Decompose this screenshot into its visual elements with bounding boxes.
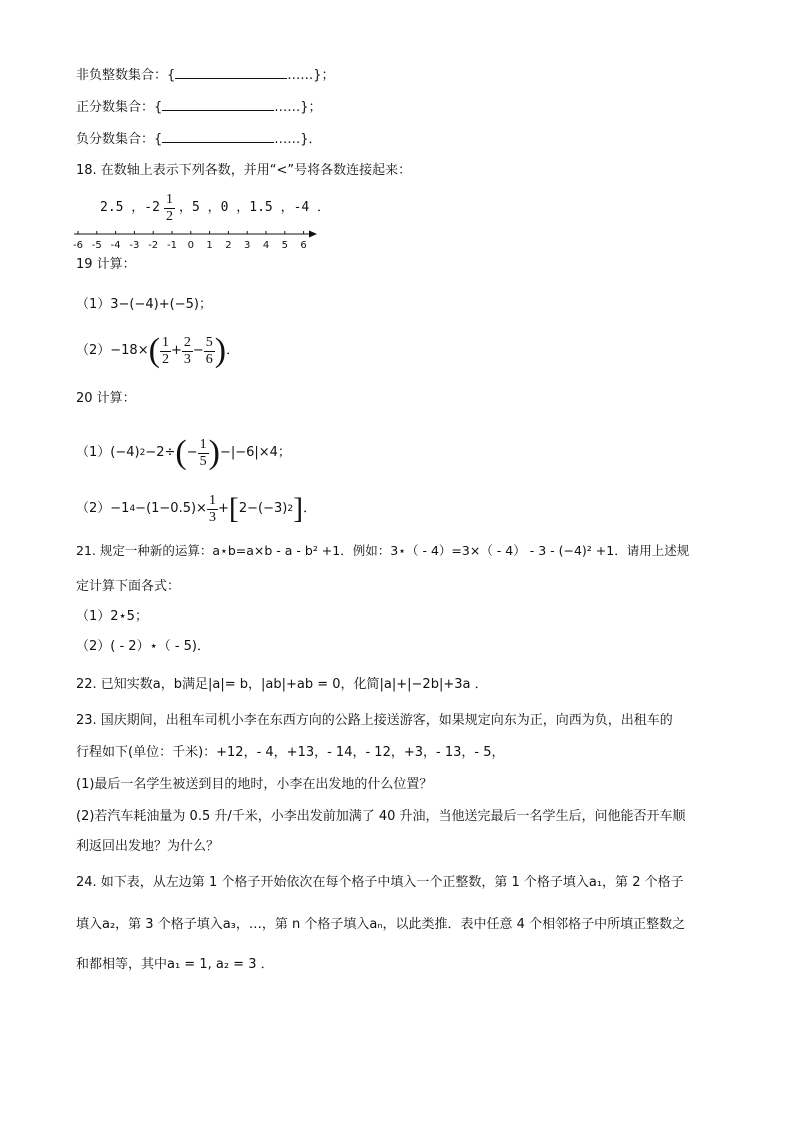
exponent: 2 <box>139 448 146 458</box>
q21-part1: （1）2⋆5； <box>76 609 148 624</box>
fraction: $\frac{1}{5}$ <box>199 436 207 469</box>
q23-line1: 23. 国庆期间，出租车司机小李在东西方向的公路上接送游客，如果规定向东为正，向西为负，出租车的 <box>76 713 673 728</box>
nonneg-int-label: 非负整数集合：{ <box>76 68 176 83</box>
number-line-label: 3 <box>244 240 251 251</box>
q23-line3: (1)最后一名学生被送到目的地时，小李在出发地的什么位置？ <box>76 777 433 792</box>
plus-sign: + <box>217 501 229 516</box>
q20-p2-inner: 2−(−3) <box>238 501 288 516</box>
q18-numbers <box>100 190 330 226</box>
q19-title: 19 计算： <box>76 257 136 272</box>
number-line-label: 6 <box>300 240 307 251</box>
right-paren: ) <box>214 332 227 369</box>
q18-fraction: $\frac{1}{2}$ <box>165 191 173 224</box>
nonneg-int-set-line <box>76 66 335 85</box>
q23-line2: 行程如下(单位：千米)：+12，- 4，+13，- 14，- 12，+3，- 13，- 5， <box>76 745 505 760</box>
left-paren: ( <box>175 434 187 471</box>
q21-line2: 定计算下面各式： <box>76 579 181 594</box>
q23-line4: (2)若汽车耗油量为 0.5 升/千米，小李出发前加满了 40 升油，当他送完最后一名学生后，问他能否开车顺 <box>76 809 686 824</box>
number-line-label: -3 <box>129 240 140 251</box>
exponent: 2 <box>287 504 294 514</box>
right-bracket: ] <box>293 492 304 525</box>
fraction: $\frac{1}{3}$ <box>208 492 216 525</box>
q24-line1: 24. 如下表，从左边第 1 个格子开始依次在每个格子中填入一个正整数，第 1 个格子填入a₁，第 2 个格子 <box>76 875 684 890</box>
q18-numbers-b: ，5 ，0 ，1.5 ，-4 ． <box>178 200 331 215</box>
pos-frac-blank[interactable] <box>162 98 274 111</box>
set-dots: ……}； <box>274 100 322 115</box>
q18-numbers-a: 2.5 ，-2 <box>100 200 160 215</box>
q21-line1: 21. 规定一种新的运算：a⋆b=a×b - a - b² +1．例如：3⋆（ - 4）=3×（ - 4） - 3 - (−4)² +1．请用上述规 <box>76 543 690 558</box>
q24-line2: 填入a₂，第 3 个格子填入a₃，…，第 n 个格子填入aₙ，以此类推．表中任意 4 个相邻格子中所填正整数之 <box>76 917 686 932</box>
number-line[interactable] <box>72 226 322 252</box>
end-dot: ． <box>226 343 240 358</box>
pos-frac-label: 正分数集合：{ <box>76 100 163 115</box>
minus-sign: − <box>186 445 198 460</box>
neg-frac-blank[interactable] <box>162 130 274 143</box>
neg-frac-set-line <box>76 130 322 149</box>
q20-p1-prefix: （1）(−4) <box>76 445 140 460</box>
right-paren: ) <box>208 434 220 471</box>
number-line-svg <box>72 226 322 252</box>
end-dot: ． <box>303 501 317 516</box>
number-line-label: -4 <box>110 240 121 251</box>
q19-p2-prefix: （2）−18× <box>76 343 149 358</box>
number-line-label: -5 <box>91 240 102 251</box>
q20-part1 <box>76 432 291 474</box>
fraction: $\frac{2}{3}$ <box>183 334 191 367</box>
q19-part2 <box>76 330 239 372</box>
neg-frac-label: 负分数集合：{ <box>76 132 163 147</box>
q20-p2-mid: −(1−0.5)× <box>135 501 207 516</box>
q20-part2 <box>76 488 316 530</box>
minus-sign: − <box>192 343 204 358</box>
number-line-arrow <box>309 231 317 238</box>
number-line-label: 4 <box>262 240 270 251</box>
nonneg-int-blank[interactable] <box>175 66 287 79</box>
q24-line3: 和都相等，其中a₁ = 1, a₂ = 3 ． <box>76 957 274 972</box>
number-line-label: 0 <box>187 240 194 251</box>
pos-frac-set-line <box>76 98 322 117</box>
number-line-label: -6 <box>73 240 83 251</box>
fraction: $\frac{5}{6}$ <box>205 334 213 367</box>
q19-part1: （1）3−(−4)+(−5)； <box>76 297 212 312</box>
number-line-label: -1 <box>167 240 177 251</box>
number-line-label: 1 <box>206 240 213 251</box>
fraction: $\frac{1}{2}$ <box>161 334 169 367</box>
q21-part2: （2）( - 2）⋆（ - 5)． <box>76 639 211 654</box>
plus-sign: + <box>170 343 182 358</box>
q18-text: 18. 在数轴上表示下列各数，并用“<”号将各数连接起来： <box>76 163 412 178</box>
number-line-label: -2 <box>148 240 159 251</box>
left-bracket: [ <box>228 492 239 525</box>
q20-p1-suffix: −|−6|×4； <box>219 445 291 460</box>
exponent: 4 <box>129 504 136 514</box>
left-paren: ( <box>148 332 160 369</box>
q20-p1-mid: −2÷ <box>145 445 176 460</box>
set-dots-end: ……}． <box>274 132 322 147</box>
q22-text: 22. 已知实数a，b满足|a|= b，|ab|+ab = 0，化简|a|+|−2b|+3a ． <box>76 677 488 692</box>
q20-title: 20 计算： <box>76 391 136 406</box>
set-dots: ……}； <box>287 68 335 83</box>
number-line-label: 5 <box>281 240 288 251</box>
q23-line5: 利返回出发地？为什么？ <box>76 839 220 854</box>
number-line-label: 2 <box>225 240 232 251</box>
q20-p2-prefix: （2）−1 <box>76 501 130 516</box>
